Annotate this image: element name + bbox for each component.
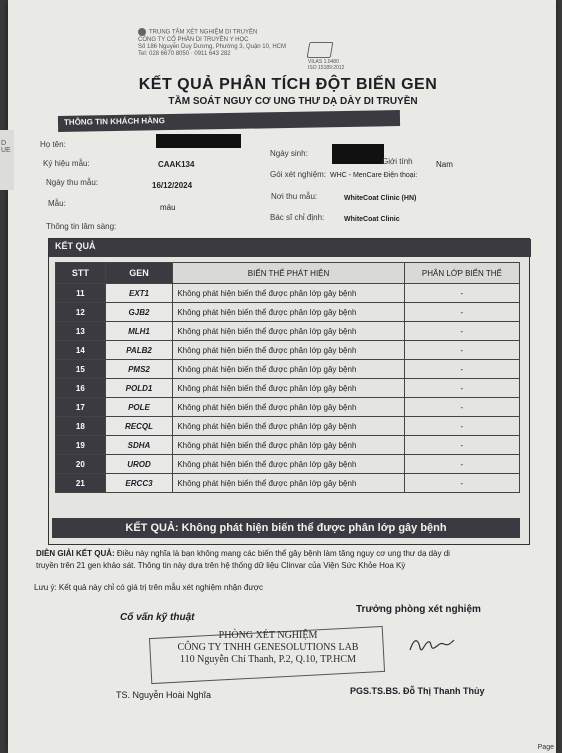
class-cell: - <box>404 341 519 360</box>
class-cell: - <box>404 303 519 322</box>
gen-cell: GJB2 <box>105 303 173 322</box>
collection-place-value: WhiteCoat Clinic (HN) <box>344 195 417 202</box>
gen-cell: RECQL <box>105 417 173 436</box>
col-stt: STT <box>56 263 106 284</box>
stamp-line-1: PHÒNG XÉT NGHIỆM <box>218 630 318 641</box>
sample-type-value: máu <box>160 203 176 212</box>
variant-cell: Không phát hiện biến thể được phân lớp gây bệnh <box>173 303 404 322</box>
lab-header <box>138 28 286 58</box>
table-row <box>56 455 520 474</box>
class-cell: - <box>404 398 519 417</box>
document-sheet <box>8 0 556 753</box>
head-name: PGS.TS.BS. Đỗ Thị Thanh Thủy <box>350 686 485 696</box>
table-row <box>56 284 520 303</box>
variant-cell: Không phát hiện biến thể được phân lớp gây bệnh <box>173 322 404 341</box>
table-row <box>56 360 520 379</box>
interpretation-label: DIỄN GIẢI KẾT QUẢ: <box>36 549 115 558</box>
stt-cell: 19 <box>56 436 106 455</box>
package-value: WHC - MenCare Điện thoại: <box>330 172 418 179</box>
class-cell: - <box>404 322 519 341</box>
sample-type-label: Mẫu: <box>48 199 66 208</box>
conclusion-banner: KẾT QUẢ: Không phát hiện biến thể được phân lớp gây bệnh <box>52 518 520 538</box>
report-title: KẾT QUẢ PHÂN TÍCH ĐỘT BIẾN GEN <box>138 76 438 93</box>
stamp-line-3: 110 Nguyễn Chí Thanh, P.2, Q.10, TP.HCM <box>180 654 356 665</box>
table-row <box>56 379 520 398</box>
table-row <box>56 303 520 322</box>
lab-line-3: Số 186 Nguyễn Duy Dương, Phường 3, Quận 10, HCM <box>138 43 286 50</box>
variant-cell: Không phát hiện biến thể được phân lớp gây bệnh <box>173 455 404 474</box>
redacted-dob <box>332 144 384 164</box>
doctor-value: WhiteCoat Clinic <box>344 216 400 223</box>
variant-cell: Không phát hiện biến thể được phân lớp gây bệnh <box>173 398 404 417</box>
gen-cell: POLD1 <box>105 379 173 398</box>
receive-date-label: Ngày thu mẫu: <box>46 178 99 187</box>
variant-cell: Không phát hiện biến thể được phân lớp gây bệnh <box>173 379 404 398</box>
col-variant: BIẾN THỂ PHÁT HIỆN <box>173 263 404 284</box>
dob-label: Ngày sinh: <box>270 149 308 158</box>
stt-cell: 16 <box>56 379 106 398</box>
cert-line-1: VILAS 1.0480 <box>308 59 339 65</box>
handwritten-signature-icon <box>408 632 456 658</box>
stt-cell: 18 <box>56 417 106 436</box>
note-text: Lưu ý: Kết quả này chỉ có giá trị trên mẫu xét nghiệm nhận được <box>34 583 263 592</box>
stt-cell: 12 <box>56 303 106 322</box>
collection-place-label: Nơi thu mẫu: <box>271 192 318 201</box>
variant-cell: Không phát hiện biến thể được phân lớp gây bệnh <box>173 341 404 360</box>
results-header: KẾT QUẢ <box>49 239 531 257</box>
gen-cell: PMS2 <box>105 360 173 379</box>
gender-value: Nam <box>436 160 453 169</box>
gender-label: Giới tính <box>382 157 413 166</box>
gen-cell: PALB2 <box>105 341 173 360</box>
gen-cell: MLH1 <box>105 322 173 341</box>
lab-line-4: Tel: 028 6670 8050 · 0911 643 282 <box>138 50 231 57</box>
sample-id-label: Ký hiệu mẫu: <box>43 159 90 168</box>
gen-cell: SDHA <box>105 436 173 455</box>
clinical-info-label: Thông tin lâm sàng: <box>46 222 117 231</box>
lab-stamp <box>158 630 378 675</box>
sample-id-value: CAAK134 <box>158 160 195 169</box>
results-table <box>55 262 520 493</box>
accreditation-mark <box>308 42 368 71</box>
class-cell: - <box>404 474 519 493</box>
redacted-name <box>156 134 241 148</box>
background-sheet-edge <box>0 130 14 190</box>
variant-cell: Không phát hiện biến thể được phân lớp gây bệnh <box>173 360 404 379</box>
gen-cell: ERCC3 <box>105 474 173 493</box>
results-header-row <box>56 263 520 284</box>
table-row <box>56 341 520 360</box>
interpretation-text-2: truyền trên 21 gen khảo sát. Thông tin này dựa trên hệ thống dữ liệu Clinvar của Viện Sức Khỏe Hoa Kỳ <box>36 561 406 570</box>
stt-cell: 20 <box>56 455 106 474</box>
table-row <box>56 398 520 417</box>
report-subtitle: TẦM SOÁT NGUY CƠ UNG THƯ DẠ DÀY DI TRUYỀN <box>168 96 418 107</box>
advisor-name: TS. Nguyễn Hoài Nghĩa <box>116 690 212 700</box>
customer-info-header: THÔNG TIN KHÁCH HÀNG <box>58 110 400 132</box>
doctor-label: Bác sĩ chỉ định: <box>270 213 325 222</box>
class-cell: - <box>404 436 519 455</box>
page-corner-text: Page <box>537 744 554 751</box>
package-label: Gói xét nghiệm: <box>270 170 327 179</box>
class-cell: - <box>404 379 519 398</box>
accreditation-logo-icon <box>307 42 334 58</box>
table-row <box>56 322 520 341</box>
interpretation-paragraph <box>36 548 536 572</box>
table-row <box>56 417 520 436</box>
lab-line-1: TRUNG TÂM XÉT NGHIỆM DI TRUYỀN <box>149 29 258 36</box>
receive-date-value: 16/12/2024 <box>152 181 193 190</box>
class-cell: - <box>404 455 519 474</box>
variant-cell: Không phát hiện biến thể được phân lớp gây bệnh <box>173 474 404 493</box>
cert-line-2: ISO 15189:2012 <box>308 65 345 71</box>
gen-cell: UROD <box>105 455 173 474</box>
table-row <box>56 474 520 493</box>
table-row <box>56 436 520 455</box>
stamp-line-2: CÔNG TY TNHH GENESOLUTIONS LAB <box>177 642 359 653</box>
col-gen: GEN <box>105 263 173 284</box>
class-cell: - <box>404 417 519 436</box>
lab-logo-icon <box>138 28 146 36</box>
lab-line-2: CÔNG TY CỔ PHẦN DI TRUYỀN Y HỌC <box>138 36 249 43</box>
stt-cell: 13 <box>56 322 106 341</box>
name-label: Họ tên: <box>40 140 66 149</box>
variant-cell: Không phát hiện biến thể được phân lớp gây bệnh <box>173 436 404 455</box>
col-class: PHÂN LỚP BIẾN THỂ <box>404 263 519 284</box>
stt-cell: 14 <box>56 341 106 360</box>
gen-cell: EXT1 <box>105 284 173 303</box>
variant-cell: Không phát hiện biến thể được phân lớp gây bệnh <box>173 284 404 303</box>
stt-cell: 17 <box>56 398 106 417</box>
stt-cell: 11 <box>56 284 106 303</box>
interpretation-text-1: Điều này nghĩa là bạn không mang các biến thể gây bệnh làm tăng nguy cơ ung thư dạ dày di <box>116 549 450 558</box>
class-cell: - <box>404 360 519 379</box>
edge-text: D UE <box>1 140 11 154</box>
gen-cell: POLE <box>105 398 173 417</box>
head-title: Trưởng phòng xét nghiệm <box>356 604 481 615</box>
stt-cell: 21 <box>56 474 106 493</box>
advisor-title: Cố vấn kỹ thuật <box>120 612 195 623</box>
stt-cell: 15 <box>56 360 106 379</box>
variant-cell: Không phát hiện biến thể được phân lớp gây bệnh <box>173 417 404 436</box>
class-cell: - <box>404 284 519 303</box>
